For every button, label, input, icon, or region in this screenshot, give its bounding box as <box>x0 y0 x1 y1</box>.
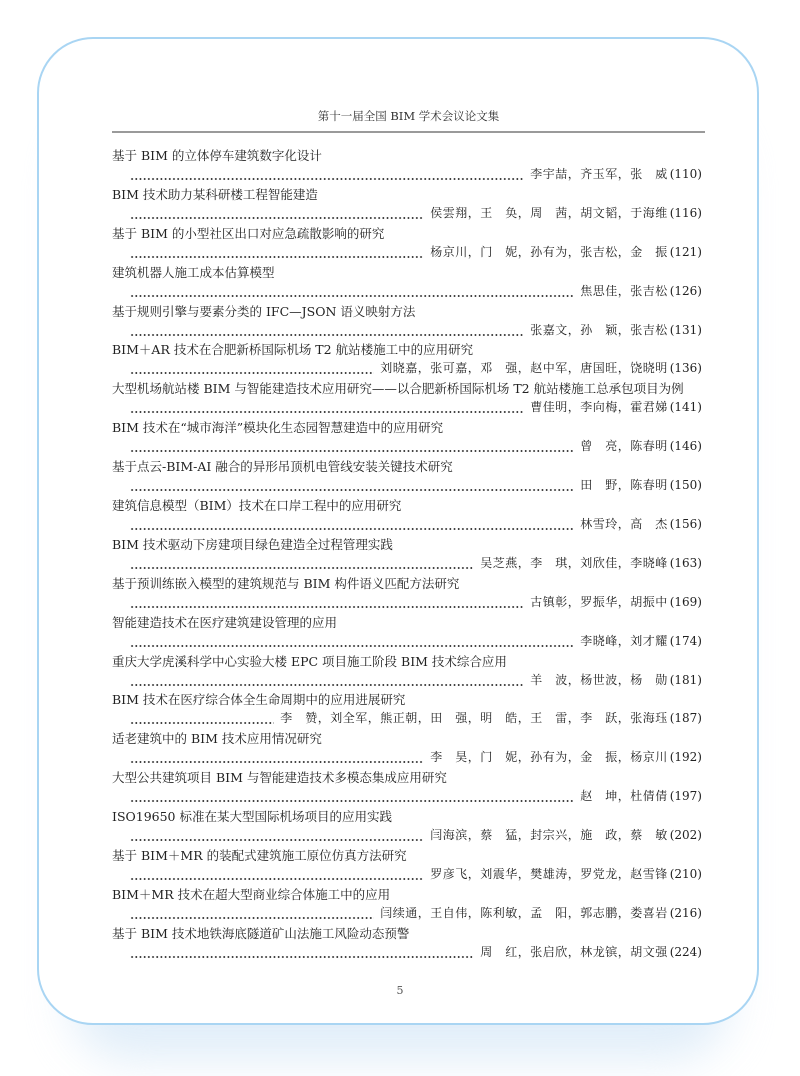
entry-title: 基于 BIM 技术地铁海底隧道矿山法施工风险动态预警 <box>112 925 410 941</box>
entry-title: BIM 技术在医疗综合体全生命周期中的应用进展研究 <box>112 692 406 708</box>
entry-page: (116) <box>669 205 702 220</box>
toc-entry[interactable] <box>112 846 702 885</box>
dot-leader <box>130 671 524 690</box>
dot-leader <box>130 748 424 767</box>
dot-leader <box>130 165 524 184</box>
entry-byline <box>112 632 702 651</box>
entry-page: (197) <box>669 789 702 804</box>
toc-entry[interactable] <box>112 535 702 574</box>
header-rule <box>112 131 705 133</box>
entry-byline <box>112 243 702 262</box>
entry-authors: 罗彦飞，刘震华，樊雄涛，罗党龙，赵雪锋 <box>430 867 668 882</box>
entry-byline <box>112 865 702 884</box>
entry-page: (174) <box>669 633 702 648</box>
entry-title: 基于 BIM 的小型社区出口对应急疏散影响的研究 <box>112 225 385 241</box>
entry-title: 重庆大学虎溪科学中心实验大楼 EPC 项目施工阶段 BIM 技术综合应用 <box>112 653 507 669</box>
entry-authors: 林雪玲，高 杰 <box>580 517 668 532</box>
dot-leader <box>130 943 474 962</box>
dot-leader <box>130 904 374 923</box>
entry-byline <box>112 321 702 340</box>
dot-leader <box>130 321 524 340</box>
entry-byline <box>112 593 702 612</box>
entry-authors: 焦思佳，张吉松 <box>580 283 668 298</box>
table-of-contents <box>112 146 702 963</box>
entry-authors: 张嘉文，孙 颖，张吉松 <box>530 322 668 337</box>
entry-page: (126) <box>669 283 702 298</box>
entry-authors: 曾 亮，陈春明 <box>580 439 668 454</box>
running-header: 第十一届全国 BIM 学术会议论文集 <box>317 109 500 123</box>
entry-title: BIM＋MR 技术在超大型商业综合体施工中的应用 <box>112 886 391 902</box>
toc-entry[interactable] <box>112 768 702 807</box>
toc-entry[interactable] <box>112 574 702 613</box>
entry-byline <box>112 515 702 534</box>
entry-title: 大型机场航站楼 BIM 与智能建造技术应用研究——以合肥新桥国际机场 T2 航站楼施工总承包项目为例 <box>112 381 684 397</box>
entry-byline <box>112 398 702 417</box>
dot-leader <box>130 865 424 884</box>
entry-byline <box>112 943 702 962</box>
entry-byline <box>112 476 702 495</box>
entry-authors: 杨京川，门 妮，孙有为，张吉松，金 振 <box>430 244 668 259</box>
toc-entry[interactable] <box>112 690 702 729</box>
entry-page: (163) <box>669 555 702 570</box>
toc-entry[interactable] <box>112 340 702 379</box>
entry-authors: 曹佳明，李向梅，霍君娣 <box>530 400 668 415</box>
entry-title: 基于规则引擎与要素分类的 IFC—JSON 语义映射方法 <box>112 303 416 319</box>
toc-entry[interactable] <box>112 224 702 263</box>
entry-authors: 周 红，张启欣，林龙镔，胡文强 <box>480 944 668 959</box>
entry-authors: 吴芝燕，李 琪，刘欣佳，李晓峰 <box>480 555 668 570</box>
toc-entry[interactable] <box>112 496 702 535</box>
entry-title: BIM 技术驱动下房建项目绿色建造全过程管理实践 <box>112 536 393 552</box>
entry-page: (150) <box>669 478 702 493</box>
entry-page: (187) <box>669 711 702 726</box>
entry-authors: 李宇喆，齐玉军，张 威 <box>530 167 668 181</box>
dot-leader <box>130 515 574 534</box>
entry-page: (181) <box>669 672 702 687</box>
entry-title: 智能建造技术在医疗建筑建设管理的应用 <box>112 614 338 630</box>
toc-entry[interactable] <box>112 379 702 418</box>
entry-title: 大型公共建筑项目 BIM 与智能建造技术多模态集成应用研究 <box>112 770 447 786</box>
toc-entry[interactable] <box>112 613 702 652</box>
dot-leader <box>130 709 274 728</box>
entry-byline <box>112 359 702 378</box>
toc-entry[interactable] <box>112 263 702 302</box>
entry-authors: 李 昊，门 妮，孙有为，金 振，杨京川 <box>430 750 668 765</box>
entry-byline <box>112 709 702 728</box>
entry-page: (156) <box>669 517 702 532</box>
entry-title: 基于 BIM＋MR 的装配式建筑施工原位仿真方法研究 <box>112 848 407 864</box>
dot-leader <box>130 359 374 378</box>
entry-title: 建筑信息模型（BIM）技术在口岸工程中的应用研究 <box>112 498 402 514</box>
toc-entry[interactable] <box>112 302 702 341</box>
toc-entry[interactable] <box>112 652 702 691</box>
dot-leader <box>130 437 574 456</box>
entry-byline <box>112 787 702 806</box>
toc-entry[interactable] <box>112 185 702 224</box>
dot-leader <box>130 398 524 417</box>
toc-entry[interactable] <box>112 807 702 846</box>
entry-title: 基于 BIM 的立体停车建筑数字化设计 <box>112 148 322 163</box>
entry-title: 建筑机器人施工成本估算模型 <box>112 264 275 280</box>
entry-title: BIM＋AR 技术在合肥新桥国际机场 T2 航站楼施工中的应用研究 <box>112 342 474 358</box>
entry-authors: 赵 坤，杜倩倩 <box>580 789 668 804</box>
entry-page: (202) <box>669 828 702 843</box>
dot-leader <box>130 632 574 651</box>
dot-leader <box>130 593 524 612</box>
entry-page: (136) <box>669 361 702 376</box>
entry-authors: 侯雲翔，王 奂，周 茜，胡文韬，于海维 <box>430 205 668 220</box>
entry-title: 基于点云-BIM-AI 融合的异形吊顶机电管线安装关键技术研究 <box>112 459 453 475</box>
entry-page: (210) <box>669 867 702 882</box>
entry-authors: 古镇彰，罗振华，胡振中 <box>530 594 668 609</box>
dot-leader <box>130 243 424 262</box>
entry-authors: 闫海滨，蔡 猛，封宗兴，施 政，蔡 敏 <box>430 828 668 843</box>
entry-byline <box>112 437 702 456</box>
entry-byline <box>112 826 702 845</box>
entry-byline <box>112 904 702 923</box>
entry-page: (131) <box>669 322 702 337</box>
entry-page: (146) <box>669 439 702 454</box>
dot-leader <box>130 476 574 495</box>
entry-authors: 羊 波，杨世波，杨 勋 <box>530 672 668 687</box>
entry-authors: 闫续通，王自伟，陈利敏，孟 阳，郭志鹏，娄喜岩 <box>380 905 668 920</box>
entry-title: ISO19650 标准在某大型国际机场项目的应用实践 <box>112 809 392 825</box>
entry-title: BIM 技术助力某科研楼工程智能建造 <box>112 186 318 202</box>
entry-page: (192) <box>669 750 702 765</box>
entry-authors: 田 野，陈春明 <box>580 478 668 493</box>
entry-page: (169) <box>669 594 702 609</box>
dot-leader <box>130 554 474 573</box>
entry-title: 基于预训练嵌入模型的建筑规范与 BIM 构件语义匹配方法研究 <box>112 575 460 591</box>
entry-page: (110) <box>669 167 702 181</box>
entry-page: (121) <box>669 244 702 259</box>
entry-byline <box>112 204 702 223</box>
entry-page: (141) <box>669 400 702 415</box>
page-number: 5 <box>396 984 404 997</box>
toc-entry[interactable] <box>112 146 702 185</box>
toc-entry[interactable] <box>112 924 702 963</box>
toc-entry[interactable] <box>112 729 702 768</box>
entry-title: BIM 技术在“城市海洋”模块化生态园智慧建造中的应用研究 <box>112 420 444 436</box>
entry-authors: 李 赞，刘全军，熊正朝，田 强，明 皓，王 雷，李 跃，张海珏 <box>280 711 668 726</box>
entry-authors: 刘晓嘉，张可嘉，邓 强，赵中军，唐国旺，饶晓明 <box>380 361 668 376</box>
entry-byline <box>112 554 702 573</box>
entry-byline <box>112 671 702 690</box>
dot-leader <box>130 787 574 806</box>
dot-leader <box>130 282 574 301</box>
toc-entry[interactable] <box>112 885 702 924</box>
entry-page: (224) <box>669 944 702 959</box>
entry-title: 适老建筑中的 BIM 技术应用情况研究 <box>112 731 322 747</box>
dot-leader <box>130 204 424 223</box>
entry-byline <box>112 165 702 184</box>
toc-entry[interactable] <box>112 457 702 496</box>
dot-leader <box>130 826 424 845</box>
entry-byline <box>112 282 702 301</box>
entry-byline <box>112 748 702 767</box>
entry-authors: 李晓峰，刘才耀 <box>580 633 668 648</box>
entry-page: (216) <box>669 905 702 920</box>
toc-entry[interactable] <box>112 418 702 457</box>
